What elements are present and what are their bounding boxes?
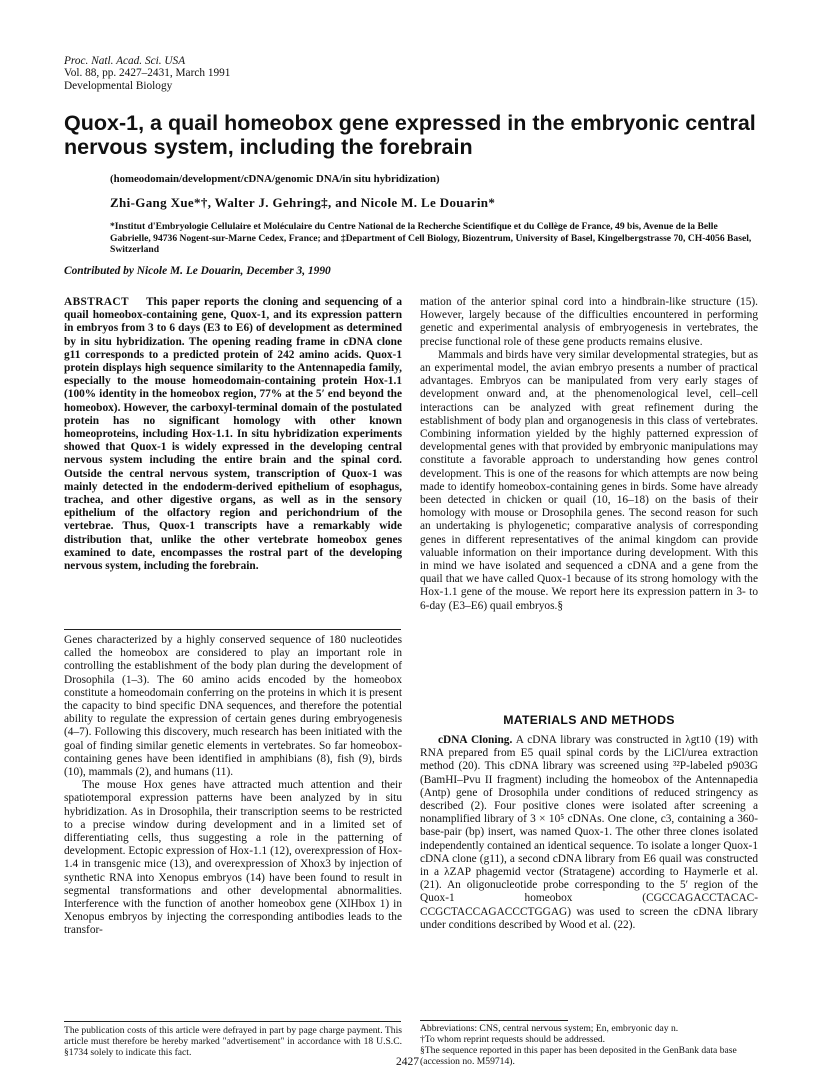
article-keywords: (homeodomain/development/cDNA/genomic DNA/in situ hybridization) (110, 173, 440, 185)
footnote-rule (420, 1020, 568, 1021)
abstract (64, 296, 402, 573)
section-heading: MATERIALS AND METHODS (503, 713, 675, 727)
paragraph: The mouse Hox genes have attracted much attention and their spatiotemporal expression patterns have been analyzed by in situ hybridization. As in Drosophila, their transcription seems to be restricted to a precise window during development and in a limited set of differentiating cells, thus suggesting a role in the patterning of development. Ectopic expression of Hox-1.1 (12), overexpression of Hox-1.4 in transgenic mice (13), and overexpression of Xhox3 by injection of synthetic RNA into Xenopus embryos (14) have been found to result in segmental transformations and other developmental abnormalities. Interference with the function of another homeobox gene (XlHbox 1) in Xenopus embryos by injecting the corresponding antibodies leads to the transfor- (64, 779, 402, 937)
journal-name: Proc. Natl. Acad. Sci. USA (64, 55, 186, 67)
body-left-column (64, 634, 402, 938)
paragraph: Mammals and birds have very similar developmental strategies, but as an experimental model, the avian embryo presents a number of practical advantages. Embryos can be manipulated from very early stages of development onward and, at the phenomenological level, cell–cell interactions can be analyzed with great refinement during the establishment of body plan and organogenesis in this class of vertebrates. Combining information yielded by the highly patterned expression of developmental genes with that provided by embryonic manipulations may constitute a favorable approach to understanding how genes control development. This is one of the reasons for which attempts are now being made to identify homeobox-containing genes in birds. Some have already been detected in chicken or quail (10, 16–18) on the basis of their homology with mouse or Drosophila genes. The second reason for such an undertaking is phylogenetic; comparative analysis of corresponding genes in different representatives of the animal kingdom can provide valuable information on their importance during development. With this in mind we have isolated and sequenced a cDNA and a gene from the quail that we have called Quox-1 because of its strong homology with the Hox-1.1 gene of the mouse. We report here its expression pattern in 3- to 6-day (E3–E6) quail embryos.§ (420, 348, 758, 612)
article-affiliation: *Institut d'Embryologie Cellulaire et Moléculaire du Centre National de la Recherche Scientifique et du Collège de France, 49 bis, Avenue de la Belle Gabrielle, 94736 Nogent-sur-Marne Cedex, France; and ‡Department of Cell Biology, Biozentrum, University of Basel, Kingelbergstrasse 70, CH-4056 Basel, Switzerland (110, 221, 752, 255)
methods-subheading: cDNA Cloning. (438, 734, 513, 746)
abstract-heading: ABSTRACT (64, 296, 129, 308)
abstract-text: This paper reports the cloning and sequencing of a quail homeobox-containing gene, Quox-1, and its expression pattern in embryos from 3 to 6 days (E3 to E6) of development as determined by in situ hybridization. The opening reading frame in cDNA clone g11 corresponds to a predicted protein of 242 amino acids. Quox-1 protein displays high sequence similarity to the Antennapedia family, especially to the mouse homeodomain-containing protein Hox-1.1 (100% identity in the homeobox region, 77% at the 5′ end beyond the homeobox). However, the carboxyl-terminal domain of the postulated protein has no significant homology with other known homeoproteins, including Hox-1.1. In situ hybridization experiments showed that Quox-1 is widely expressed in the developing central nervous system including the entire brain and the spinal cord. Outside the central nervous system, transcription of Quox-1 was mainly detected in the endoderm-derived epithelium of esophagus, trachea, and other digestive organs, as well as in the sensory epithelium of the olfactory region and perichondrium of the vertebrae. Thus, Quox-1 transcripts have a remarkably wide distribution that, unlike the other vertebrate homeobox genes examined to date, encompasses the rostral part of the developing nervous system, including the forebrain. (64, 296, 403, 573)
journal-volume: Vol. 88, pp. 2427–2431, March 1991 (64, 67, 231, 80)
page-number: 2427 (396, 1056, 419, 1068)
body-right-column (420, 296, 758, 613)
publication-note: The publication costs of this article were defrayed in part by page charge payment. This article must therefore be hereby marked "advertisement" in accordance with 18 U.S.C. §1734 solely to indicate this fact. (64, 1025, 402, 1059)
paragraph: mation of the anterior spinal cord into a hindbrain-like structure (15). However, largely because of the difficulties encountered in performing genetic and experimental analysis of embryogenesis in vertebrates, the precise functional role of these gene products remains elusive. (420, 296, 758, 348)
article-authors: Zhi-Gang Xue*†, Walter J. Gehring‡, and Nicole M. Le Douarin* (110, 195, 496, 210)
paragraph: Genes characterized by a highly conserved sequence of 180 nucleotides called the homeobox are considered to play an important role in controlling the establishment of the body plan during the development of Drosophila (1–3). The 60 amino acids encoded by the homeobox constitute a homeodomain conferring on the proteins in which it is present the capacity to bind specific DNA sequences, and therefore the potential ability to regulate the expression of certain genes during embryogenesis (4–7). Following this discovery, much research has been initiated with the goal of finding similar genetic elements in vertebrates. So far homeobox-containing genes have been identified in amphibians (8), fish (9), birds (10), mammals (2), and humans (11). (64, 634, 402, 779)
footnote-divider (64, 1021, 401, 1022)
journal-header (64, 55, 230, 92)
article-title: Quox-1, a quail homeobox gene expressed in the embryonic central nervous system, including the forebrain (64, 111, 756, 159)
footnote: §The sequence reported in this paper has been deposited in the GenBank data base (accession no. M59714). (420, 1045, 737, 1068)
footnotes (420, 1023, 758, 1067)
journal-section: Developmental Biology (64, 79, 173, 92)
abstract-divider (64, 629, 401, 630)
contributed-by: Contributed by Nicole M. Le Douarin, December 3, 1990 (64, 265, 331, 277)
footnote: †To whom reprint requests should be addressed. (420, 1034, 606, 1046)
methods-section (420, 734, 758, 932)
footnote: Abbreviations: CNS, central nervous system; En, embryonic day n. (420, 1023, 679, 1034)
methods-text: A cDNA library was constructed in λgt10 (19) with RNA prepared from E5 quail spinal cords by the LiCl/urea extraction method (20). This cDNA library was screened using ³²P-labeled p903G (BamHI–Pvu II fragment) including the homeobox of the Antennapedia (Antp) gene of Drosophila under conditions of reduced stringency as described (2). Four positive clones were isolated after screening a nonamplified library of 3 × 10⁵ cDNAs. One clone, c3, containing a 360-base-pair (bp) insert, was named Quox-1. The other three clones isolated independently contained an identical sequence. To isolate a longer Quox-1 cDNA clone (g11), a second cDNA library from E6 quail was constructed in a λZAP phagemid vector (Stratagene) according to Haymerle et al. (21). An oligonucleotide probe corresponding to the 5′ region of the Quox-1 homeobox (CGCCAGACCTACAC-CCGCTACCAGACCCTGGAG) was used to screen the cDNA library under conditions described by Wood et al. (22). (420, 734, 758, 931)
